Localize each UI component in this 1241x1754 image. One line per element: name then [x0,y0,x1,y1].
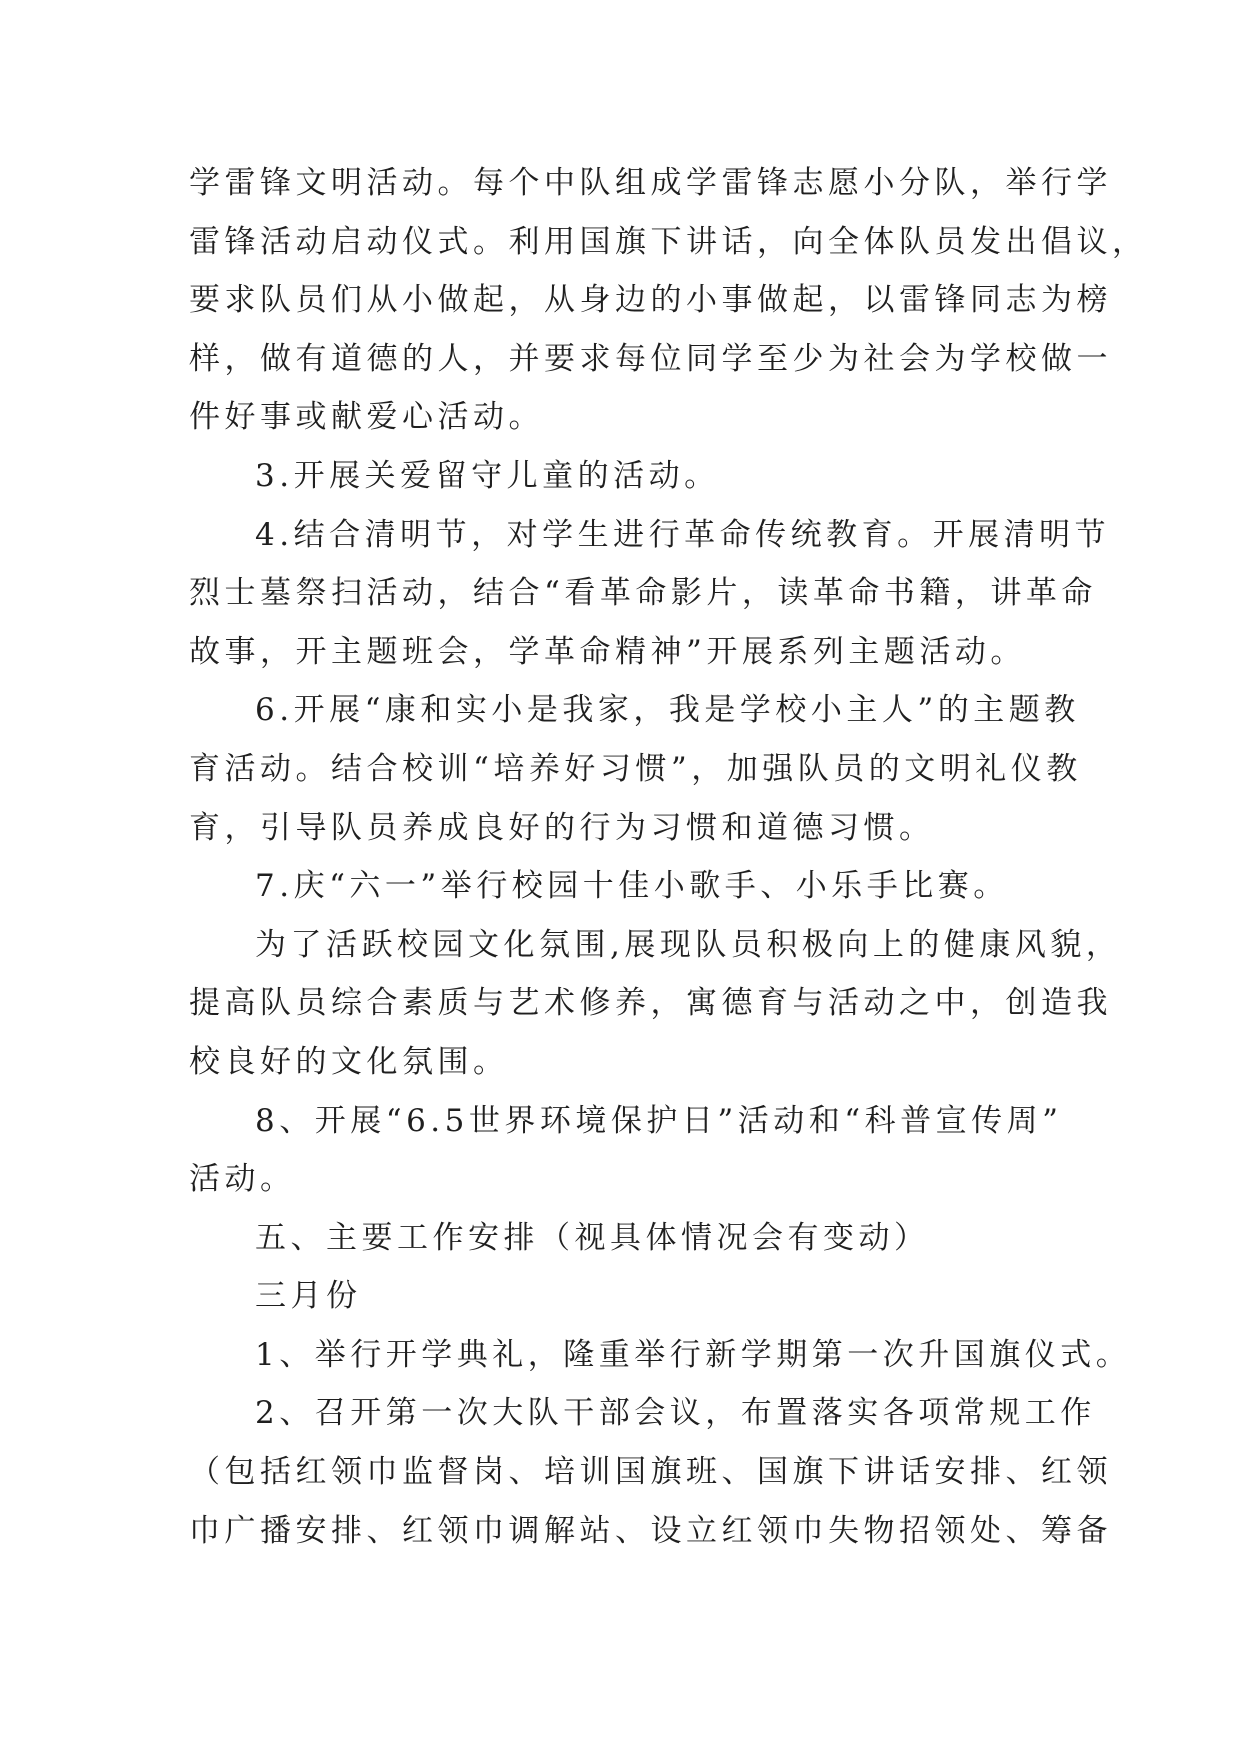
section-heading: 五、主要工作安排（视具体情况会有变动） [255,1219,930,1256]
text-line: 雷锋活动启动仪式。利用国旗下讲话，向全体队员发出倡议， [189,223,1148,260]
text-line: 校良好的文化氛围。 [189,1043,509,1080]
text-line: 活动。 [189,1161,296,1198]
text-line: 提高队员综合素质与艺术修养，寓德育与活动之中，创造我 [189,985,1112,1022]
body-text [189,154,1148,1560]
month-heading: 三月份 [255,1278,362,1315]
text-line: 烈士墓祭扫活动，结合“看革命影片，读革命书籍，讲革命 [189,575,1097,612]
text-line: 6.开展“康和实小是我家，我是学校小主人”的主题教 [255,692,1080,729]
text-line: 育活动。结合校训“培养好习惯”，加强队员的文明礼仪教 [189,750,1082,787]
text-line: 要求队员们从小做起，从身边的小事做起，以雷锋同志为榜 [189,282,1112,319]
text-line: 样，做有道德的人，并要求每位同学至少为社会为学校做一 [189,340,1112,377]
text-line: 育，引导队员养成良好的行为习惯和道德习惯。 [189,809,935,846]
text-line: 8、开展“6.5世界环境保护日”活动和“科普宣传周” [255,1102,1063,1139]
text-line: 故事，开主题班会，学革命精神”开展系列主题活动。 [189,633,1026,670]
text-line: 件好事或献爱心活动。 [189,399,544,436]
text-line: 巾广播安排、红领巾调解站、设立红领巾失物招领处、筹备 [189,1512,1112,1549]
text-line: 7.庆“六一”举行校园十佳小歌手、小乐手比赛。 [255,868,1009,905]
text-line: 3.开展关爱留守儿童的活动。 [255,457,720,494]
text-line: 4.结合清明节，对学生进行革命传统教育。开展清明节 [255,516,1111,553]
text-line: 为了活跃校园文化氛围,展现队员积极向上的健康风貌， [255,926,1122,963]
text-line: 1、举行开学典礼，隆重举行新学期第一次升国旗仪式。 [255,1336,1132,1373]
text-line: （包括红领巾监督岗、培训国旗班、国旗下讲话安排、红领 [189,1454,1112,1491]
text-line: 2、召开第一次大队干部会议，布置落实各项常规工作 [255,1395,1096,1432]
text-line: 学雷锋文明活动。每个中队组成学雷锋志愿小分队，举行学 [189,165,1112,201]
